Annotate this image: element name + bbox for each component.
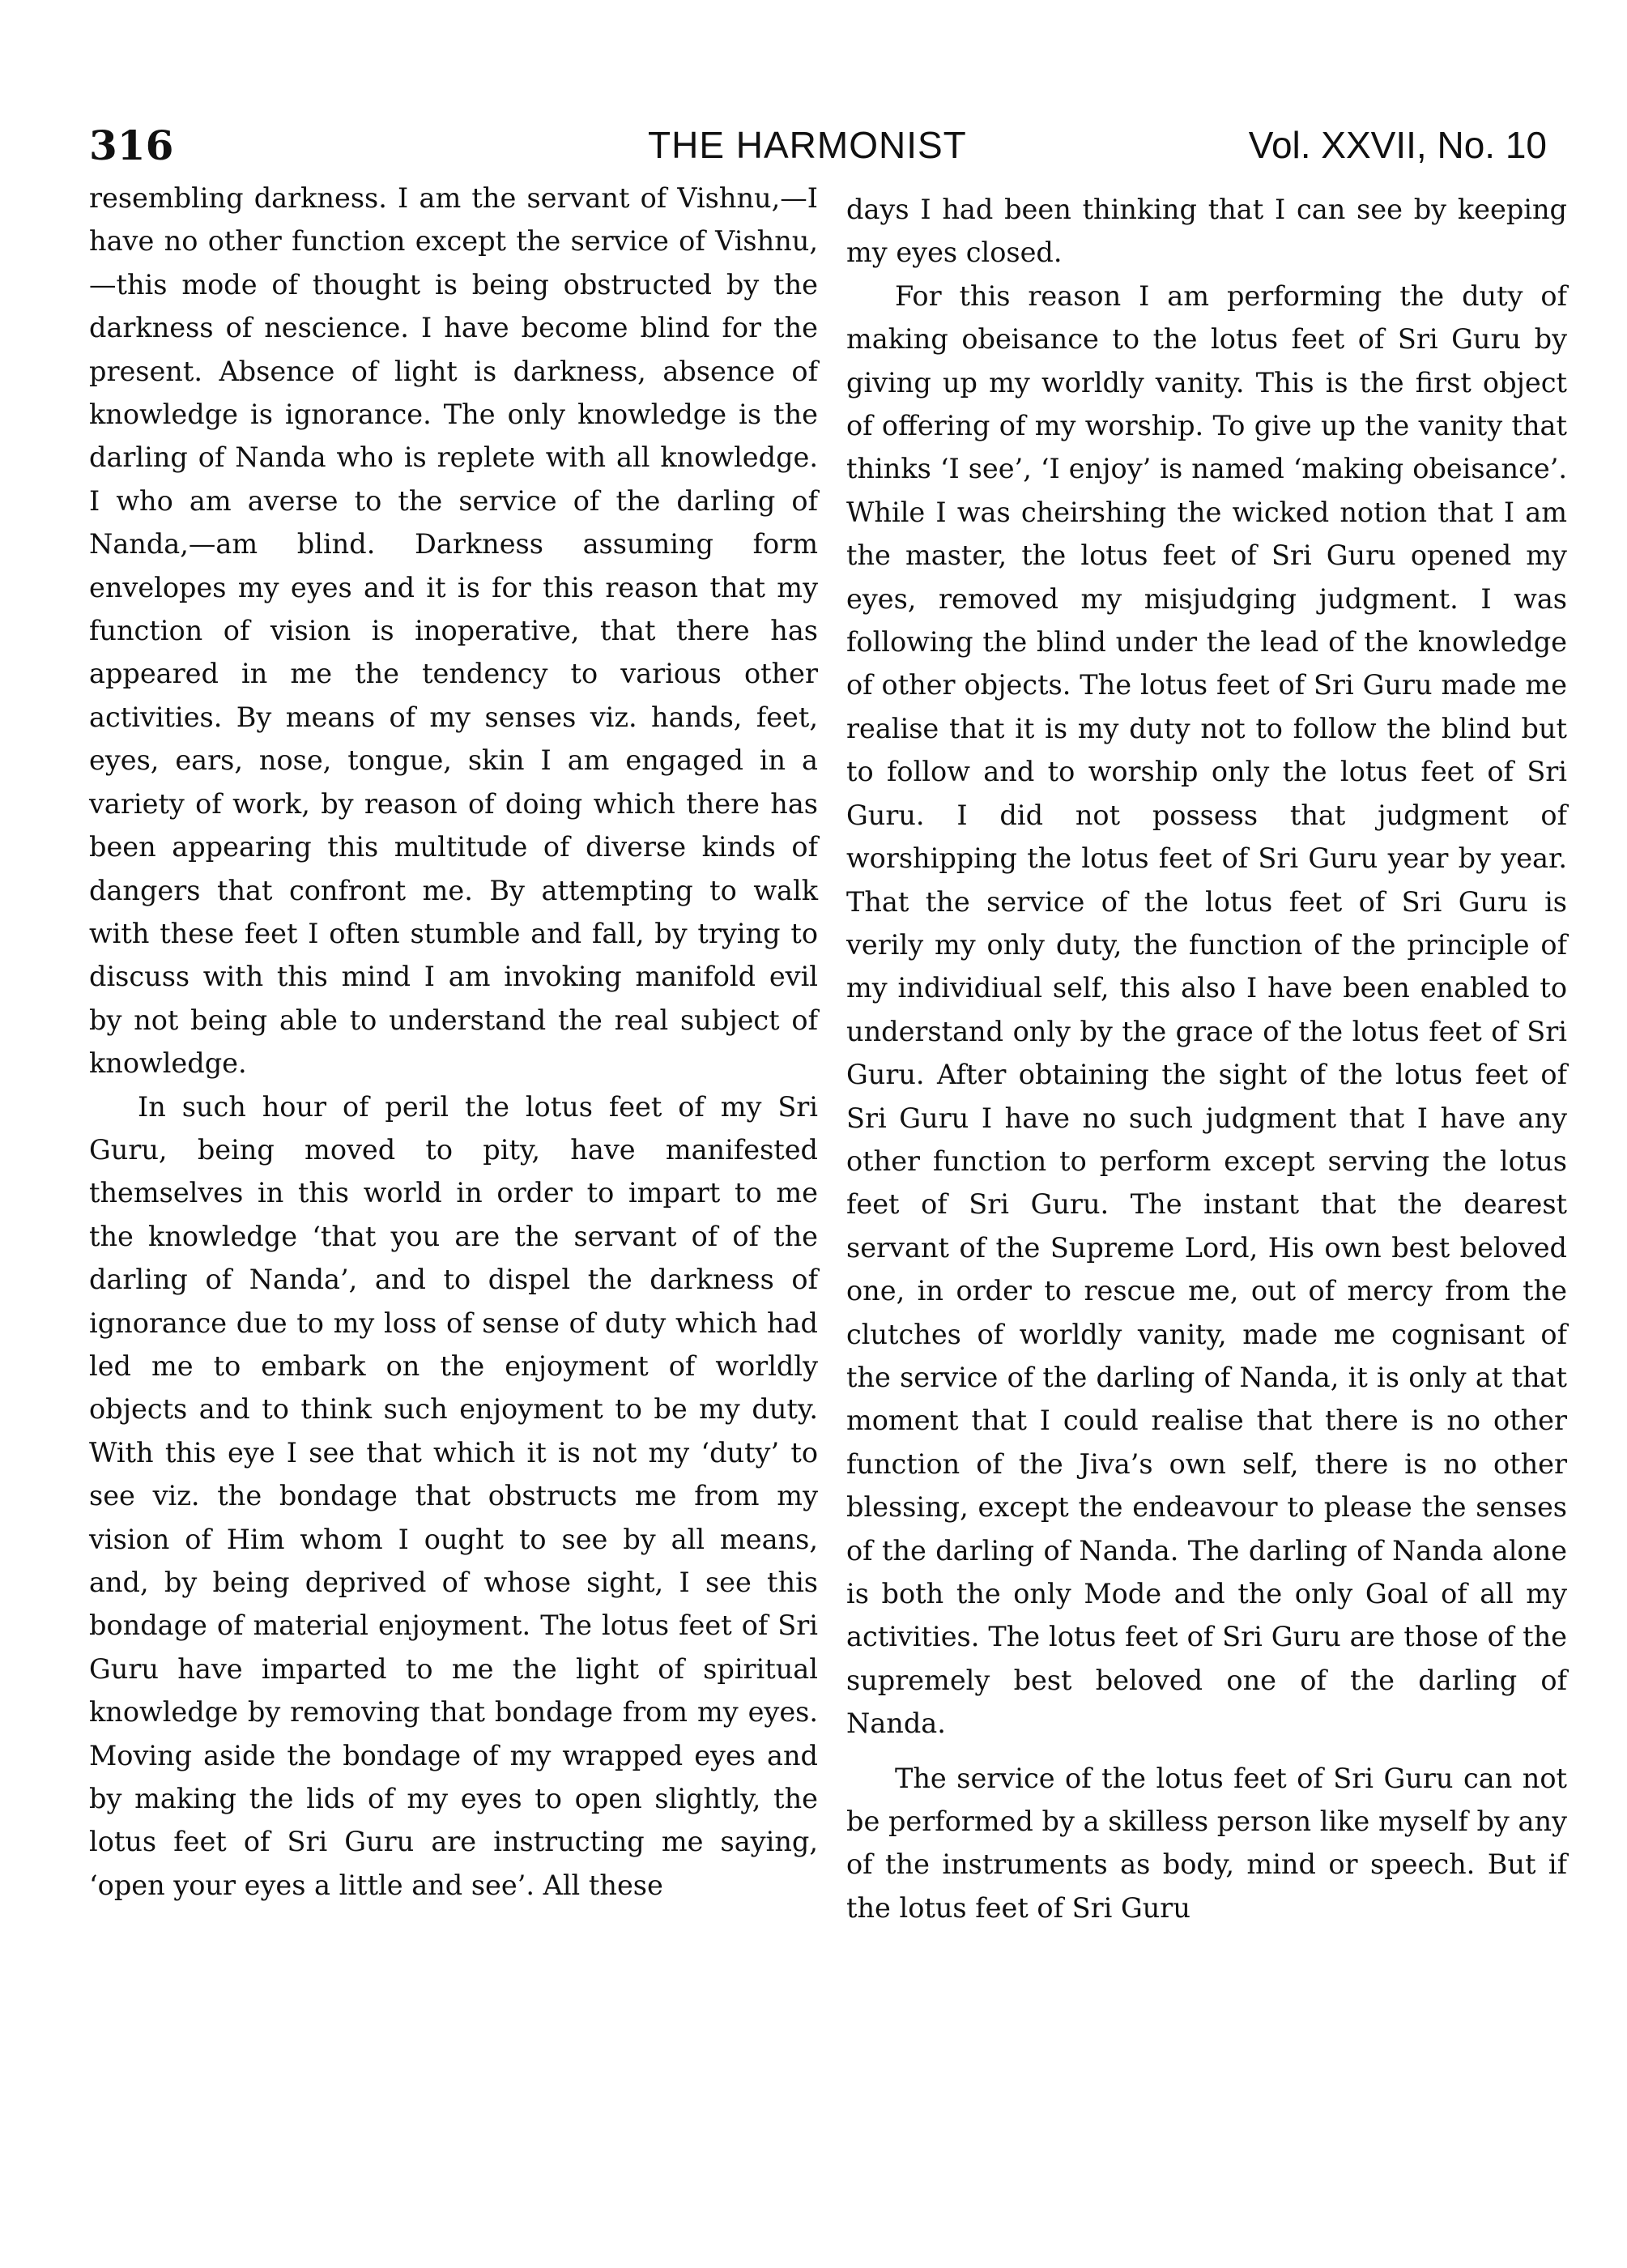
paragraph: resembling darkness. I am the servant of Vishnu,—I have no other function except the service of Vishnu,—this mode of thought is being obstructed by the darkness of nescience. I have become blind for the present. Absence of light is darkness, absence of knowledge is ignorance. The only knowledge is the darling of Nanda who is replete with all knowledge. I who am averse to the service of the darling of Nanda,—am blind. Darkness assuming form envelopes my eyes and it is for this reason that my function of vision is inoperative, that there has appeared in me the tendency to various other activities. By means of my senses viz. hands, feet, eyes, ears, nose, tongue, skin I am engaged in a variety of work, by reason of doing which there has been appearing this multitude of diverse kinds of dangers that confront me. By attempting to walk with these feet I often stumble and fall, by trying to discuss with this mind I am invoking manifold evil by not being able to understand the real subject of knowledge. [89, 182, 818, 1080]
running-header [89, 122, 1547, 178]
paragraph: For this reason I am performing the duty of making obeisance to the lotus feet of Sri Guru by giving up my worldly vanity. This is the first object of offering of my worship. To give up the vanity that thinks ‘I see’, ‘I enjoy’ is named ‘making obeisance’. While I was cheirshing the wicked notion that I am the master, the lotus feet of Sri Guru opened my eyes, removed my misjudging judgment. I was following the blind under the lead of the knowledge of other objects. The lotus feet of Sri Guru made me realise that it is my duty not to follow the blind but to follow and to worship only the lotus feet of Sri Guru. I did not possess that judgment of worshipping the lotus feet of Sri Guru year by year. That the service of the lotus feet of Sri Guru is verily my only duty, the function of the principle of my individiual self, this also I have been enabled to understand only by the grace of the lotus feet of Sri Guru. After obtaining the sight of the lotus feet of Sri Guru I have no such judgment that I have any other function to perform except serving the lotus feet of Sri Guru. The instant that the dearest servant of the Supreme Lord, His own best beloved one, in order to rescue me, out of mercy from the clutches of worldly vanity, made me cognisant of the service of the darling of Nanda, it is only at that moment that I could realise that there is no other function of the Jiva’s own self, there is no other blessing, except the endeavour to please the senses of the darling of Nanda. The darling of Nanda alone is both the only Mode and the only Goal of all my activities. The lotus feet of Sri Guru are those of the supremely best beloved one of the darling of Nanda. [846, 279, 1567, 1740]
paragraph: The service of the lotus feet of Sri Guru can not be performed by a skilless person like myself by any of the instruments as body, mind or speech. But if the lotus feet of Sri Guru [846, 1762, 1567, 1924]
paragraph: In such hour of peril the lotus feet of my Sri Guru, being moved to pity, have manifested themselves in this world in order to impart to me the knowledge ‘that you are the servant of of the darling of Nanda’, and to dispel the darkness of ignorance due to my loss of sense of duty which had led me to embark on the enjoyment of worldly objects and to think such enjoyment to be my duty. With this eye I see that which it is not my ‘duty’ to see viz. the bondage that obstructs me from my vision of Him whom I ought to see by all means, and, by being deprived of whose sight, I see this bondage of material enjoyment. The lotus feet of Sri Guru have imparted to me the light of spiritual knowledge by removing that bondage from my eyes. Moving aside the bondage of my wrapped eyes and by making the lids of my eyes to open slightly, the lotus feet of Sri Guru are instructing me saying, ‘open your eyes a little and see’. All these [89, 1090, 818, 1901]
journal-title: THE HARMONIST [648, 124, 967, 166]
page-number: 316 [89, 122, 174, 169]
paragraph: days I had been thinking that I can see by keeping my eyes closed. [846, 194, 1567, 269]
right-column [846, 188, 1567, 1929]
volume-issue: Vol. XXVII, No. 10 [1248, 124, 1547, 166]
left-column [89, 177, 818, 1907]
